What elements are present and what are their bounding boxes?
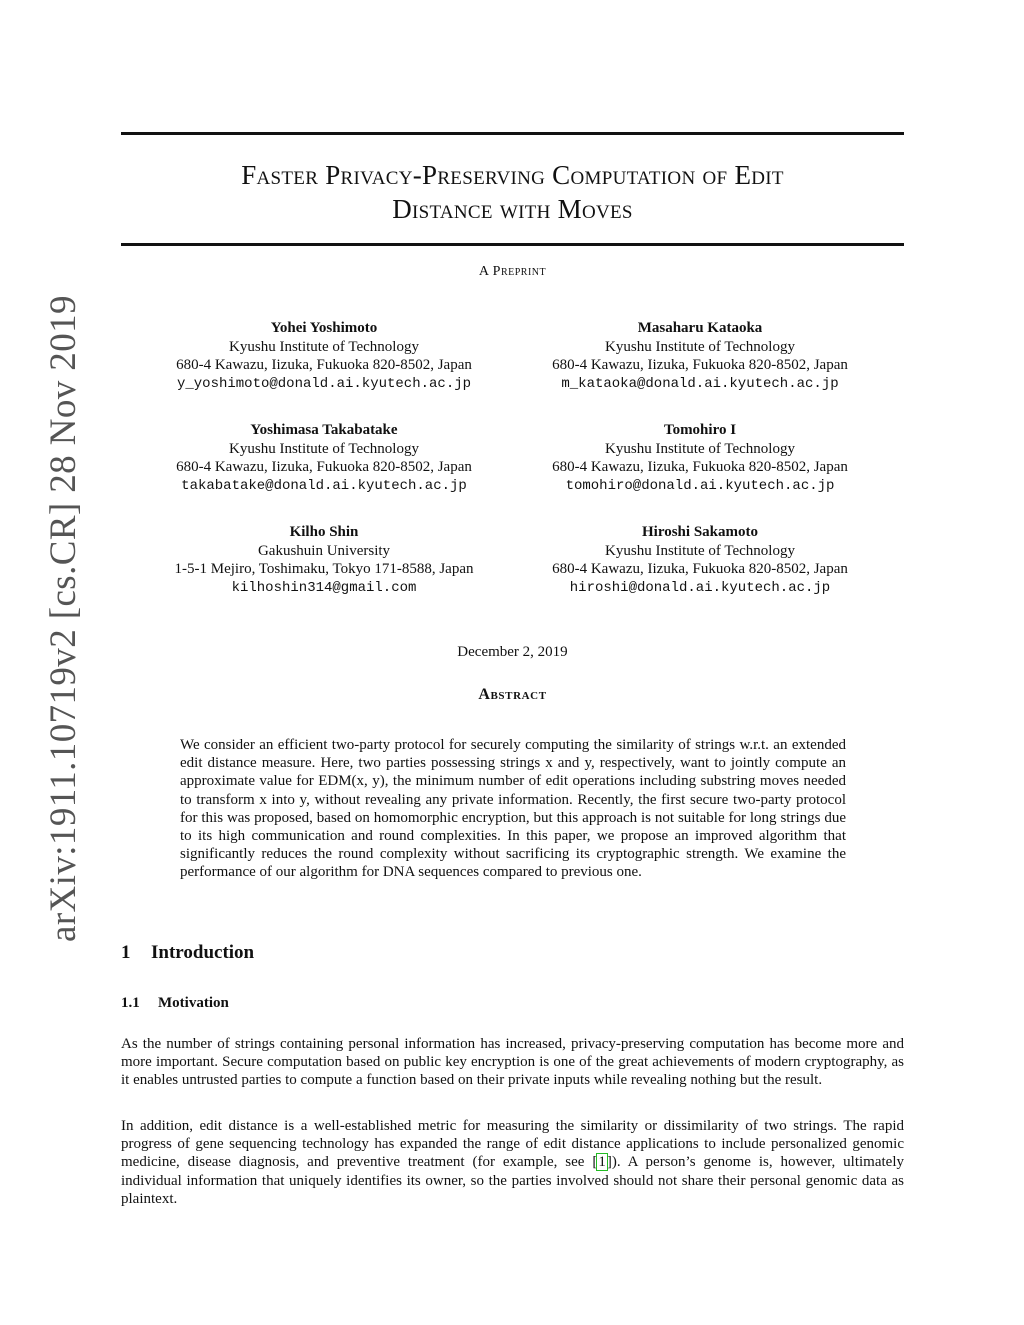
author-block [505,319,895,393]
author-affiliation: Kyushu Institute of Technology [229,440,419,457]
section-title: Introduction [151,942,255,963]
author-name: Masaharu Kataoka [637,320,763,336]
arxiv-stamp: arXiv:1911.10719v2 [cs.CR] 28 Nov 2019 [43,295,84,942]
paper-title [121,158,904,226]
paragraph: As the number of strings containing personal information has increased, privacy-preserving computation has become more and more important. Secure computation based on public key encryption is one of the great achievements of modern cryptography, as it enables untrusted parties to compute a function based on their private inputs while revealing nothing but the result. [121,1036,904,1089]
author-address: 680-4 Kawazu, Iizuka, Fukuoka 820-8502, Japan [176,459,472,475]
author-email[interactable]: hiroshi@donald.ai.kyutech.ac.jp [569,579,831,596]
abstract-heading: Abstract [478,686,547,703]
author-block [505,523,895,597]
publication-date: December 2, 2019 [457,644,568,660]
author-address: 680-4 Kawazu, Iizuka, Fukuoka 820-8502, Japan [552,561,848,577]
title-line-2: Distance with Moves [392,194,633,224]
author-name: Hiroshi Sakamoto [642,524,758,540]
title-line-1: Faster Privacy-Preserving Computation of Edit [241,160,784,190]
abstract-text: We consider an efficient two-party protocol for securely computing the similarity of strings w.r.t. an extended edit distance measure. Here, two parties possessing strings x and y, respectively, want to jointly compute an approximate value for EDM(x, y), the minimum number of edit operations including substring moves needed to transform x into y, without revealing any private information. Recently, the first secure two-party protocol for this was proposed, based on homomorphic encryption, but this approach is not suitable for long strings due to its high communication and round complexities. In this paper, we propose an improved algorithm that significantly reduces the round complexity without sacrificing its cryptographic strength. We examine the performance of our algorithm for DNA sequences compared to previous one. [180,737,846,881]
author-address: 680-4 Kawazu, Iizuka, Fukuoka 820-8502, Japan [552,357,848,373]
subsection-number: 1.1 [121,995,140,1011]
author-affiliation: Kyushu Institute of Technology [605,338,795,355]
author-block [129,319,519,393]
paragraph [121,1117,904,1208]
author-block [505,421,895,495]
author-email[interactable]: y_yoshimoto@donald.ai.kyutech.ac.jp [176,375,472,392]
author-address: 680-4 Kawazu, Iizuka, Fukuoka 820-8502, Japan [552,459,848,475]
author-address: 680-4 Kawazu, Iizuka, Fukuoka 820-8502, Japan [176,357,472,373]
title-bottom-rule [121,243,904,246]
subsection-title: Motivation [158,995,229,1011]
author-block [129,523,519,597]
author-block [129,421,519,495]
author-address: 1-5-1 Mejiro, Toshimaku, Tokyo 171-8588, Japan [174,561,474,577]
author-email[interactable]: kilhoshin314@gmail.com [231,579,417,596]
author-name: Tomohiro I [663,422,737,438]
preprint-label: A Preprint [478,264,547,279]
author-affiliation: Kyushu Institute of Technology [605,542,795,559]
author-affiliation: Gakushuin University [257,542,391,559]
author-email[interactable]: m_kataoka@donald.ai.kyutech.ac.jp [561,375,839,392]
author-email[interactable]: tomohiro@donald.ai.kyutech.ac.jp [565,477,835,494]
author-email[interactable]: takabatake@donald.ai.kyutech.ac.jp [181,477,467,494]
author-name: Kilho Shin [289,524,359,540]
subsection-heading [121,995,229,1012]
section-heading [121,942,254,964]
section-number: 1 [121,942,131,963]
author-affiliation: Kyushu Institute of Technology [605,440,795,457]
author-name: Yohei Yoshimoto [270,320,378,336]
paragraph-text: In addition, edit distance is a well-established metric for measuring the similarity or dissimilarity of two strings. The rapid progress of gene sequencing technology has expanded the range of edit distance applications to include personalized genomic medicine, disease diagnosis, and preventive treatment (for example, see [ [121,1118,904,1171]
author-name: Yoshimasa Takabatake [250,422,398,438]
author-affiliation: Kyushu Institute of Technology [229,338,419,355]
paragraph-text: ]). A person’s genome is, however, ultimately individual information that uniquely identifies its owner, so the parties involved should not share their personal genomic data as plaintext. [121,1154,905,1207]
citation-link[interactable]: 1 [598,1154,606,1171]
title-top-rule [121,132,904,135]
